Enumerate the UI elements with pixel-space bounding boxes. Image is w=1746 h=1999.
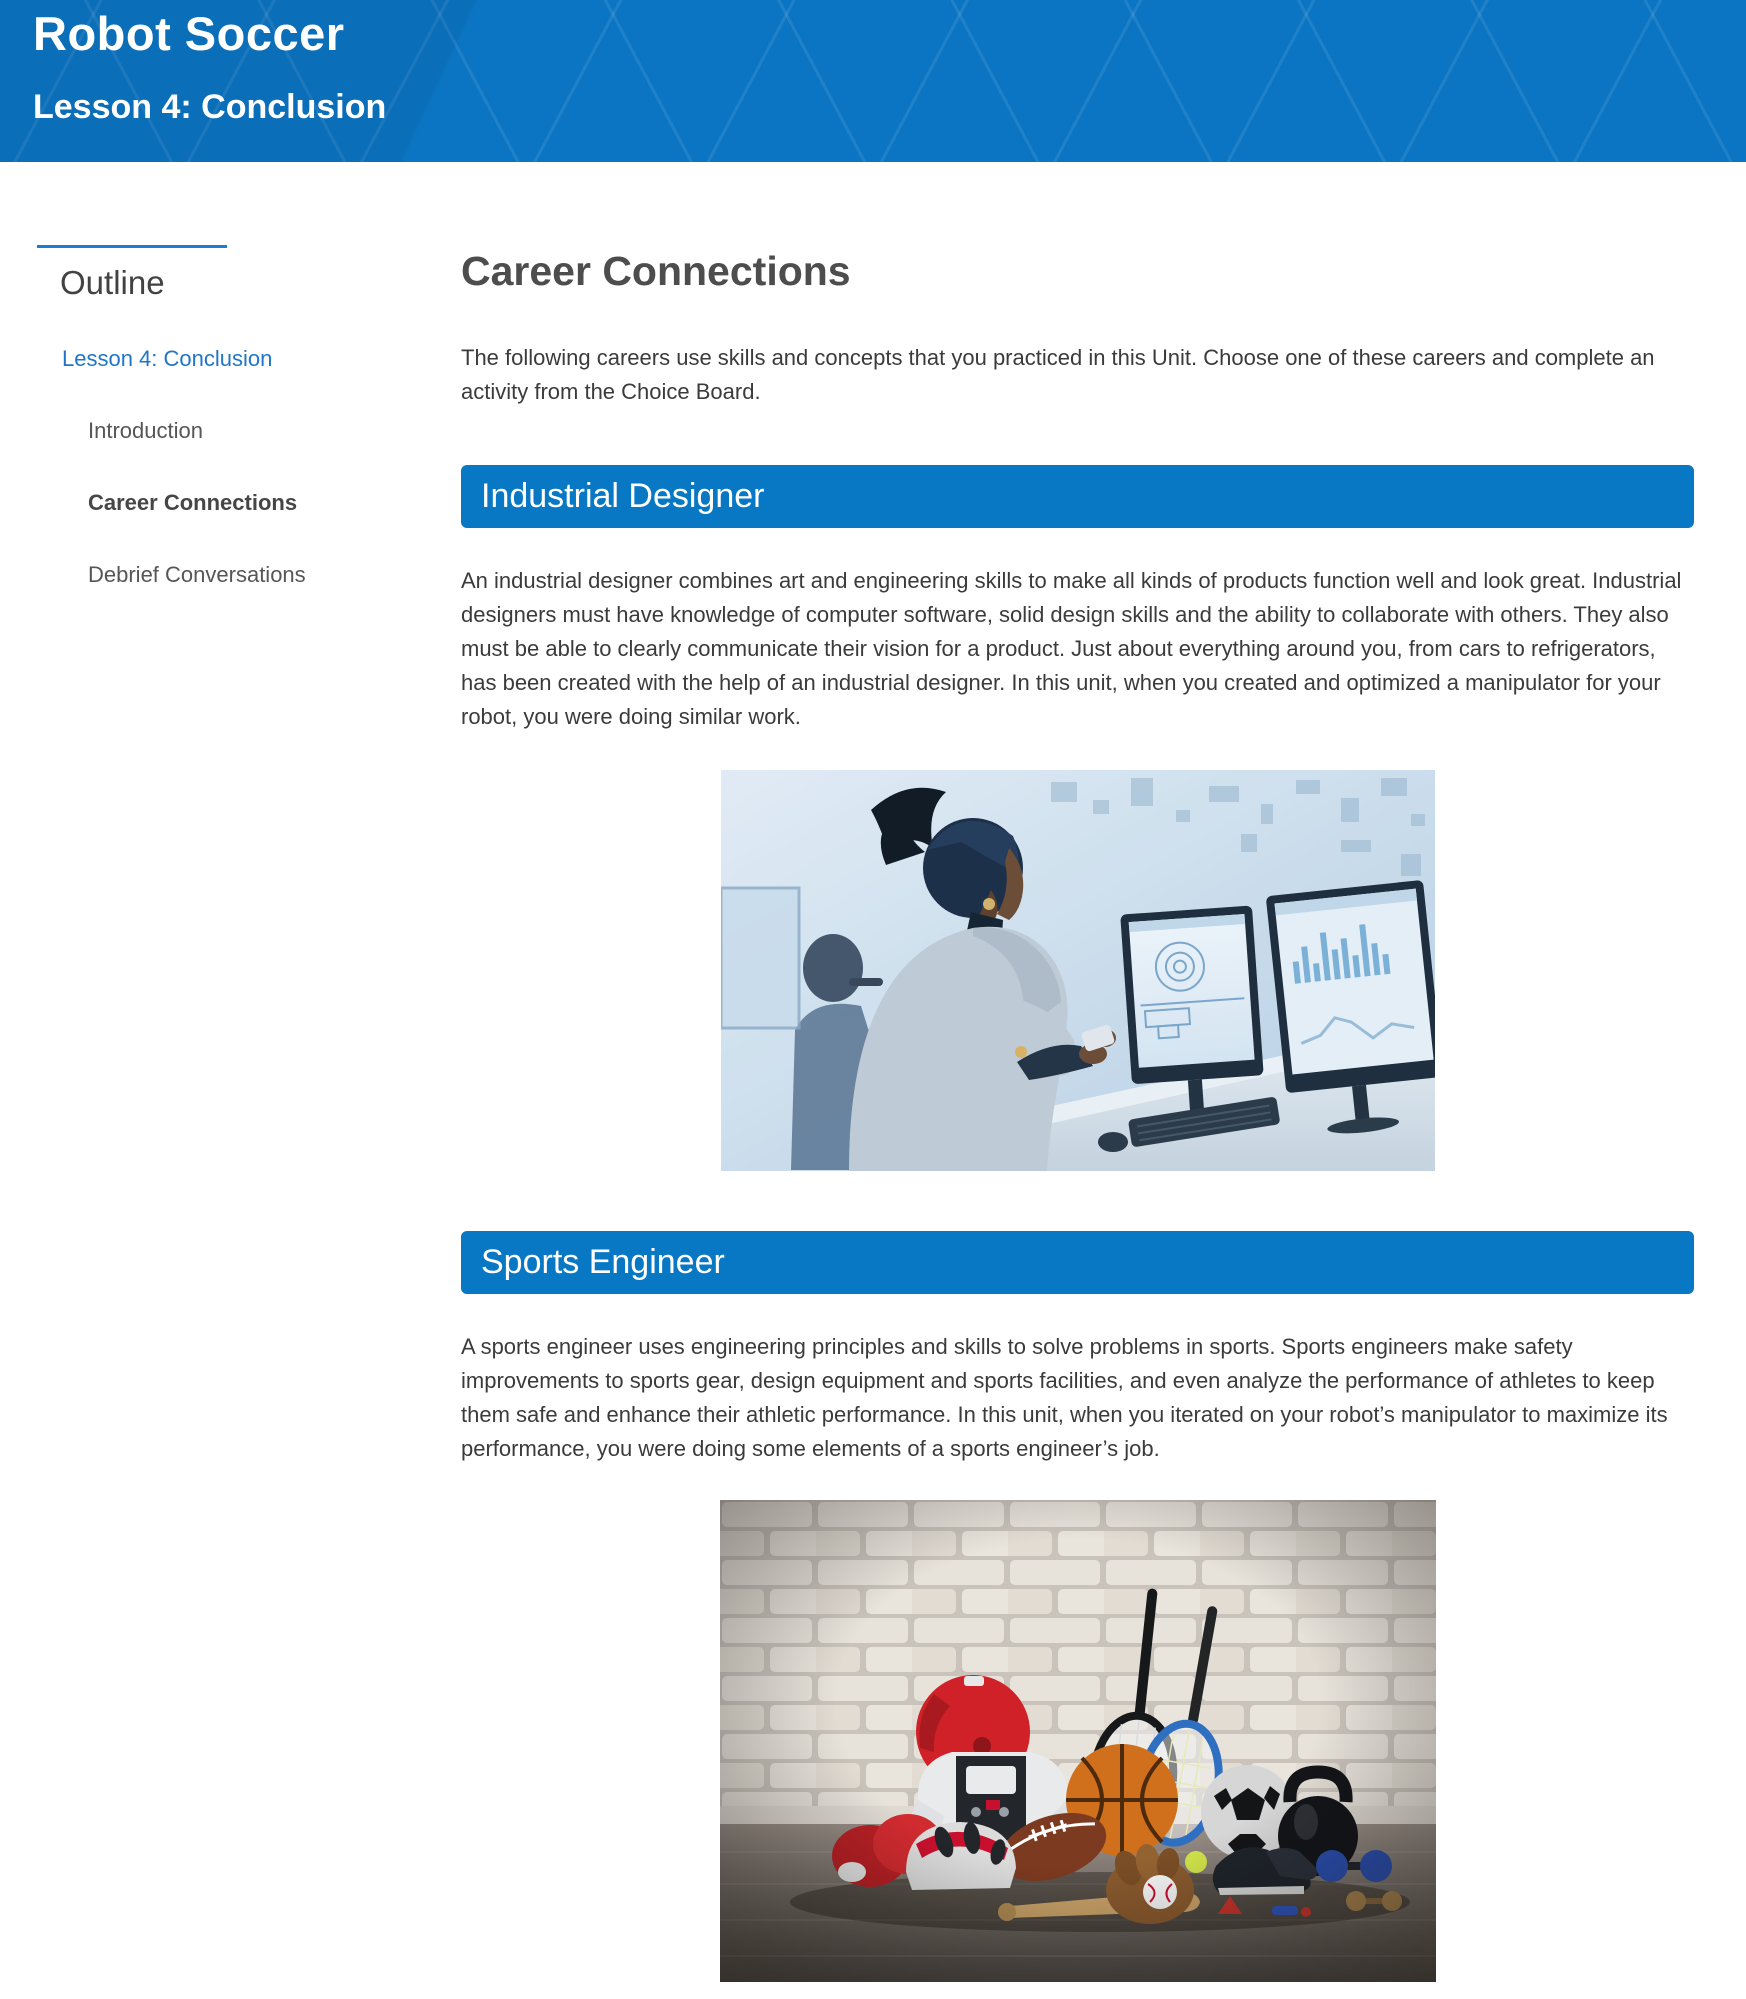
outline-accent-rule xyxy=(37,245,227,248)
main-content xyxy=(461,162,1694,1982)
intro-paragraph: The following careers use skills and concepts that you practiced in this Unit. Choose one of these careers and complete an activity from the Choice Board. xyxy=(461,345,1655,404)
content-wrapper xyxy=(0,162,1746,1982)
outline-heading: Outline xyxy=(60,264,165,301)
lesson-subtitle: Lesson 4: Conclusion xyxy=(33,88,387,126)
outline-sidebar xyxy=(0,162,461,1982)
sidebar-item-debrief-conversations[interactable]: Debrief Conversations xyxy=(88,562,306,587)
sidebar-item-career-connections[interactable]: Career Connections xyxy=(88,490,298,515)
section-banner-sports-engineer: Sports Engineer xyxy=(461,1231,1694,1294)
sidebar-item-lesson-4-conclusion[interactable]: Lesson 4: Conclusion xyxy=(62,346,273,371)
course-title: Robot Soccer xyxy=(33,7,345,60)
industrial-designer-photo xyxy=(721,770,1435,1171)
course-header-banner xyxy=(0,0,1746,162)
section-banner-industrial-designer: Industrial Designer xyxy=(461,465,1694,528)
sidebar-item-introduction[interactable]: Introduction xyxy=(88,418,203,443)
sports-equipment-photo xyxy=(720,1500,1436,1982)
sports-engineer-paragraph: A sports engineer uses engineering principles and skills to solve problems in sports. Sports engineers make safety improvements to sports gear, design equipment and sports facilities, and even analyze the performance of athletes to keep them safe and enhance their athletic performance. In this unit, when you iterated on your robot’s manipulator to maximize its performance, you were doing some elements of a sports engineer’s job. xyxy=(461,1334,1668,1461)
page-title: Career Connections xyxy=(461,248,851,294)
industrial-designer-paragraph: An industrial designer combines art and engineering skills to make all kinds of products function well and look great. Industrial designers must have knowledge of computer software, solid design skills and the ability to collaborate with others. They also must be able to clearly communicate their vision for a product. Just about everything around you, from cars to refrigerators, has been created with the help of an industrial designer. In this unit, when you created and optimized a manipulator for your robot, you were doing similar work. xyxy=(461,568,1682,729)
